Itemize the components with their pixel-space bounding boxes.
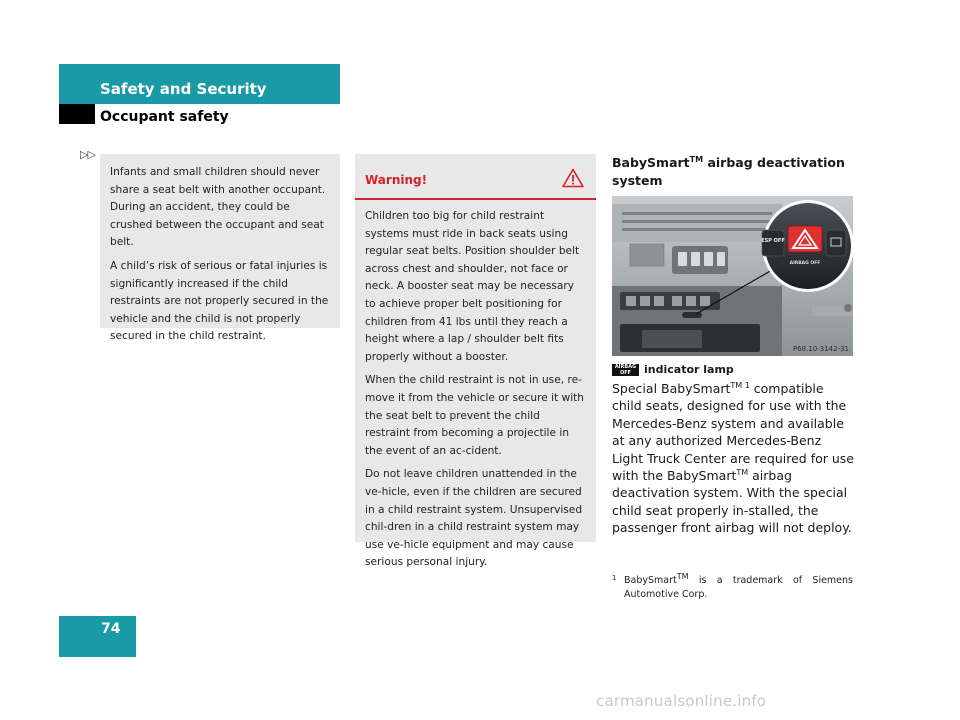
footnote: 1 BabySmart™ is a trademark of Siemens Automotive Corp. [612,571,853,600]
airbag-off-label: AIRBAG OFF [789,261,821,266]
info-paragraph: A child’s risk of serious or fatal injuries is significantly increased if the child restraints are not properly secured in the vehicle and the child is not properly secured in the child restraint. [110,259,329,343]
page-number: 74 [101,621,121,637]
body-text: Special BabySmart$^{TM 1}$ compatible child seats, designed for use with the Mercedes-Benz system and available at any authorized Mercedes-Benz Light Truck Center are required for use with the BabySmart™ airbag deactivation system. With the special child seat properly in-stalled, the passenger front airbag will not deploy. [612,380,854,536]
airbag-off-icon: AIRBAG OFF [612,364,639,376]
continuation-marker: ▷▷ [80,148,95,161]
subsection-tab [59,104,95,124]
info-box [100,154,340,343]
warning-triangle-icon [562,168,584,188]
watermark: carmanualsonline.info [596,692,767,710]
footnote-number: 1 [612,574,617,582]
subsection-title: Occupant safety [100,109,229,125]
warning-paragraph: Do not leave children unattended in the ve-hicle, even if the children are secured in a child restraint system. Unsupervised chil-dren in a child restraint system may use ve-hicle equipment and may cause serious personal injury. [365,468,583,569]
warning-header [355,154,596,200]
warning-title: Warning! [365,173,428,187]
section-heading: BabySmart™ airbag deactivation system [612,154,845,188]
info-paragraph: Infants and small children should never share a seat belt with another occupant. During an accident, they could be crushed between the occupant and seat belt. [110,166,326,249]
warning-paragraph: When the child restraint is not in use, re-move it from the vehicle or secure it with the seat belt to prevent the child restraint from becoming a projectile in the event of an ac-cident. [365,374,585,457]
warning-box [355,154,596,569]
warning-paragraph: Children too big for child restraint systems must ride in back seats using regular seat belts. Position shoulder belt across chest and shoulder, not face or neck. A booster seat may be necessary to achieve proper belt positioning for children from 41 lbs until they reach a height where a lap / shoulder belt fits properly without a booster. [365,210,580,363]
esp-off-label: ESP OFF [761,238,785,244]
indicator-lamp-label: indicator lamp [644,363,734,376]
right-column [612,154,854,190]
indicator-lamp-row [612,363,734,376]
section-title: Safety and Security [100,80,267,98]
dashboard-photo [612,196,853,356]
photo-code: P68.10-3142-31 [792,345,849,353]
